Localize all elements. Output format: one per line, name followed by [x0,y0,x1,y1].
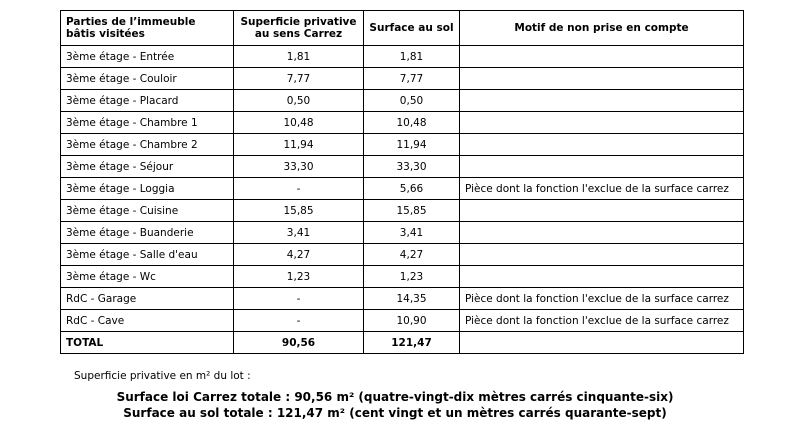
cell-motif [460,112,744,134]
header-sol: Surface au sol [364,11,460,46]
cell-carrez: - [234,288,364,310]
cell-sol: 0,50 [364,90,460,112]
summary-intro: Superficie privative en m² du lot : [74,370,251,382]
table-row [61,266,744,288]
cell-carrez: 33,30 [234,156,364,178]
cell-partie: RdC - Cave [61,310,234,332]
cell-sol: 1,23 [364,266,460,288]
table-header-row [61,11,744,46]
table-row [61,178,744,200]
total-cell-motif [460,332,744,354]
cell-sol: 10,90 [364,310,460,332]
cell-motif: Pièce dont la fonction l'exclue de la surface carrez [460,178,744,200]
table-row [61,134,744,156]
table-row [61,156,744,178]
total-cell-carrez: 90,56 [234,332,364,354]
cell-partie: 3ème étage - Placard [61,90,234,112]
table-row [61,288,744,310]
cell-carrez: 7,77 [234,68,364,90]
cell-partie: 3ème étage - Salle d'eau [61,244,234,266]
cell-carrez: 1,81 [234,46,364,68]
cell-partie: 3ème étage - Cuisine [61,200,234,222]
table-row [61,222,744,244]
header-motif: Motif de non prise en compte [460,11,744,46]
cell-motif [460,244,744,266]
cell-motif [460,200,744,222]
cell-partie: 3ème étage - Wc [61,266,234,288]
header-parties: Parties de l’immeuble bâtis visitées [61,11,234,46]
cell-sol: 1,81 [364,46,460,68]
cell-sol: 10,48 [364,112,460,134]
header-carrez: Superficie privative au sens Carrez [234,11,364,46]
cell-motif: Pièce dont la fonction l'exclue de la surface carrez [460,288,744,310]
cell-carrez: 3,41 [234,222,364,244]
cell-sol: 3,41 [364,222,460,244]
cell-motif: Pièce dont la fonction l'exclue de la surface carrez [460,310,744,332]
cell-sol: 15,85 [364,200,460,222]
total-row [61,332,744,354]
cell-partie: RdC - Garage [61,288,234,310]
cell-carrez: 11,94 [234,134,364,156]
cell-partie: 3ème étage - Chambre 1 [61,112,234,134]
cell-sol: 33,30 [364,156,460,178]
cell-partie: 3ème étage - Couloir [61,68,234,90]
table-row [61,90,744,112]
table-row [61,68,744,90]
cell-carrez: 10,48 [234,112,364,134]
table-row [61,244,744,266]
surface-table [60,10,744,354]
table-row [61,200,744,222]
cell-sol: 11,94 [364,134,460,156]
total-cell-partie: TOTAL [61,332,234,354]
table-row [61,310,744,332]
cell-partie: 3ème étage - Chambre 2 [61,134,234,156]
cell-carrez: - [234,178,364,200]
cell-motif [460,134,744,156]
cell-carrez: 0,50 [234,90,364,112]
summary-carrez-total: Surface loi Carrez totale : 90,56 m² (quatre-vingt-dix mètres carrés cinquante-six) [116,390,674,404]
total-cell-sol: 121,47 [364,332,460,354]
cell-motif [460,266,744,288]
cell-partie: 3ème étage - Loggia [61,178,234,200]
cell-carrez: 4,27 [234,244,364,266]
summary-sol-total: Surface au sol totale : 121,47 m² (cent vingt et un mètres carrés quarante-sept) [123,406,667,420]
cell-carrez: - [234,310,364,332]
cell-motif [460,156,744,178]
cell-carrez: 15,85 [234,200,364,222]
cell-motif [460,222,744,244]
cell-motif [460,46,744,68]
cell-carrez: 1,23 [234,266,364,288]
cell-sol: 7,77 [364,68,460,90]
cell-sol: 5,66 [364,178,460,200]
cell-partie: 3ème étage - Séjour [61,156,234,178]
table-row [61,112,744,134]
table-row [61,46,744,68]
cell-sol: 14,35 [364,288,460,310]
cell-partie: 3ème étage - Entrée [61,46,234,68]
cell-partie: 3ème étage - Buanderie [61,222,234,244]
cell-sol: 4,27 [364,244,460,266]
cell-motif [460,68,744,90]
cell-motif [460,90,744,112]
